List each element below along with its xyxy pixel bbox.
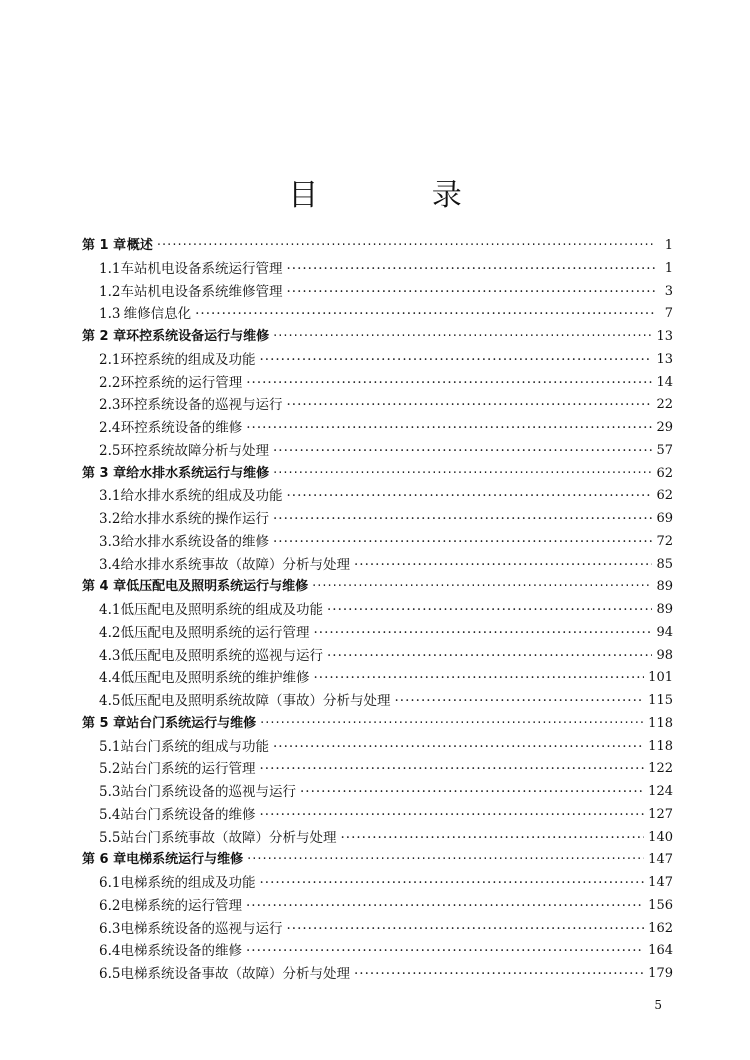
toc-entry-number: 4.2: [99, 624, 121, 641]
toc-section-entry[interactable]: [82, 758, 673, 781]
toc-entry-title: 环控系统的运行管理: [120, 374, 243, 391]
toc-entry-title: 概述: [126, 238, 153, 253]
toc-entry-number: 第 3 章: [82, 465, 127, 481]
dot-leader: [246, 372, 652, 395]
toc-entry-page: 118: [648, 738, 673, 754]
table-of-contents: [82, 235, 673, 986]
toc-entry-title: 维修信息化: [123, 306, 192, 323]
toc-entry-title: 给水排水系统事故（故障）分析与处理: [120, 556, 350, 573]
toc-chapter-entry[interactable]: [82, 849, 673, 872]
dot-leader: [313, 667, 644, 690]
toc-entry-page: 127: [648, 806, 673, 822]
toc-entry-title: 电梯系统运行与维修: [126, 852, 244, 868]
toc-entry-number: 第 2 章: [82, 329, 127, 344]
dot-leader: [259, 758, 644, 781]
toc-entry-page: 115: [648, 693, 673, 708]
toc-entry-title: 给水排水系统运行与维修: [126, 465, 270, 481]
toc-entry-title: 给水排水系统的操作运行: [120, 511, 269, 527]
dot-leader: [260, 713, 644, 736]
toc-entry-page: 122: [648, 761, 673, 777]
toc-entry-page: 101: [648, 670, 673, 686]
toc-entry-page: 89: [656, 602, 673, 617]
toc-entry-page: 3: [664, 283, 673, 299]
toc-entry-number: 6.4: [99, 943, 121, 960]
toc-entry-page: 98: [656, 647, 673, 663]
toc-entry-page: 14: [656, 374, 673, 390]
toc-chapter-entry[interactable]: [82, 326, 673, 349]
toc-entry-number: 1.3: [99, 306, 121, 323]
toc-section-entry[interactable]: [82, 781, 673, 804]
dot-leader: [259, 349, 652, 372]
dot-leader: [273, 440, 652, 463]
toc-entry-page: 140: [648, 829, 673, 845]
toc-entry-number: 第 4 章: [82, 579, 127, 595]
dot-leader: [286, 281, 655, 304]
toc-entry-title: 电梯系统设备事故（故障）分析与处理: [120, 966, 350, 982]
toc-entry-title: 车站机电设备系统维修管理: [120, 283, 283, 300]
toc-entry-title: 站台门系统运行与维修: [126, 715, 257, 731]
toc-entry-number: 5.5: [99, 829, 121, 846]
toc-entry-number: 6.5: [99, 966, 121, 982]
toc-entry-number: 6.3: [99, 920, 121, 937]
toc-section-entry[interactable]: [82, 918, 673, 941]
dot-leader: [157, 235, 655, 258]
dot-leader: [273, 736, 644, 759]
toc-entry-title: 电梯系统设备的维修: [120, 943, 242, 960]
toc-entry-number: 1.2: [99, 283, 121, 300]
toc-section-entry[interactable]: [82, 804, 673, 827]
toc-entry-page: 179: [648, 966, 673, 981]
toc-entry-number: 4.3: [99, 647, 121, 664]
dot-leader: [286, 258, 655, 281]
toc-entry-page: 13: [656, 329, 673, 344]
toc-entry-page: 7: [664, 306, 673, 322]
dot-leader: [354, 963, 644, 986]
toc-entry-title: 低压配电及照明系统的巡视与运行: [120, 647, 323, 664]
toc-entry-number: 3.4: [99, 556, 121, 573]
dot-leader: [300, 781, 644, 804]
toc-entry-page: 156: [648, 897, 673, 913]
dot-leader: [286, 918, 644, 941]
dot-leader: [259, 872, 644, 895]
toc-entry-title: 环控系统设备的巡视与运行: [120, 397, 283, 414]
toc-entry-title: 低压配电及照明系统的维护维修: [120, 670, 310, 687]
toc-section-entry[interactable]: [82, 645, 673, 668]
toc-entry-page: 1: [664, 238, 673, 253]
toc-section-entry[interactable]: [82, 508, 673, 531]
toc-entry-number: 4.5: [99, 693, 121, 709]
page-title: 目 录: [288, 178, 514, 213]
toc-entry-number: 5.2: [99, 761, 121, 778]
dot-leader: [340, 827, 644, 850]
toc-entry-number: 1.1: [99, 260, 121, 277]
toc-section-entry[interactable]: [82, 440, 673, 463]
toc-chapter-entry[interactable]: [82, 713, 673, 736]
toc-entry-title: 站台门系统的组成与功能: [120, 738, 269, 755]
toc-section-entry[interactable]: [82, 394, 673, 417]
toc-entry-number: 3.3: [99, 533, 121, 550]
dot-leader: [312, 576, 652, 599]
toc-section-entry[interactable]: [82, 349, 673, 372]
dot-leader: [273, 326, 652, 349]
dot-leader: [327, 645, 652, 668]
page-number: 5: [654, 998, 662, 1012]
toc-entry-title: 给水排水系统的组成及功能: [120, 488, 283, 505]
dot-leader: [246, 895, 644, 918]
toc-entry-page: 147: [648, 875, 673, 890]
toc-entry-title: 环控系统故障分析与处理: [120, 442, 269, 459]
toc-entry-title: 电梯系统的运行管理: [120, 897, 242, 914]
toc-entry-page: 164: [648, 943, 673, 959]
toc-section-entry[interactable]: [82, 372, 673, 395]
toc-entry-page: 85: [656, 556, 673, 572]
toc-entry-number: 2.3: [99, 397, 121, 414]
toc-entry-number: 2.2: [99, 374, 121, 391]
toc-entry-number: 第 6 章: [82, 852, 127, 868]
toc-section-entry[interactable]: [82, 622, 673, 645]
toc-section-entry[interactable]: [82, 303, 673, 326]
dot-leader: [354, 554, 652, 577]
toc-section-entry[interactable]: [82, 872, 673, 895]
toc-entry-title: 电梯系统设备的巡视与运行: [120, 920, 283, 937]
toc-entry-title: 站台门系统设备的维修: [120, 806, 256, 823]
toc-entry-number: 2.5: [99, 442, 121, 459]
toc-entry-page: 62: [656, 465, 673, 481]
toc-section-entry[interactable]: [82, 736, 673, 759]
toc-entry-title: 站台门系统设备的巡视与运行: [120, 784, 296, 800]
dot-leader: [286, 394, 652, 417]
toc-entry-number: 第 5 章: [82, 715, 127, 731]
dot-leader: [273, 531, 652, 554]
toc-section-entry[interactable]: [82, 554, 673, 577]
toc-entry-title: 站台门系统的运行管理: [120, 761, 256, 778]
toc-entry-number: 5.4: [99, 806, 121, 823]
dot-leader: [195, 303, 655, 326]
toc-section-entry[interactable]: [82, 667, 673, 690]
dot-leader: [394, 690, 644, 713]
toc-entry-page: 22: [656, 397, 673, 413]
toc-entry-number: 6.1: [99, 875, 121, 891]
toc-entry-number: 第 1 章: [82, 238, 127, 253]
toc-section-entry[interactable]: [82, 258, 673, 281]
toc-entry-title: 站台门系统事故（故障）分析与处理: [120, 829, 337, 846]
toc-entry-title: 环控系统设备运行与维修: [126, 329, 270, 344]
toc-entry-page: 62: [656, 488, 673, 504]
toc-entry-number: 5.3: [99, 784, 121, 800]
toc-entry-page: 89: [656, 579, 673, 595]
dot-leader: [247, 849, 644, 872]
toc-entry-title: 低压配电及照明系统的运行管理: [120, 624, 310, 641]
toc-entry-number: 4.1: [99, 602, 121, 618]
dot-leader: [286, 485, 652, 508]
toc-entry-page: 57: [656, 442, 673, 458]
toc-chapter-entry[interactable]: [82, 463, 673, 486]
toc-entry-page: 118: [648, 715, 673, 731]
toc-entry-page: 72: [656, 533, 673, 549]
toc-section-entry[interactable]: [82, 940, 673, 963]
toc-entry-page: 29: [656, 420, 673, 435]
toc-entry-page: 94: [656, 624, 673, 640]
toc-entry-title: 低压配电及照明系统故障（事故）分析与处理: [120, 693, 391, 709]
toc-section-entry[interactable]: [82, 485, 673, 508]
dot-leader: [246, 417, 652, 440]
toc-entry-number: 2.4: [99, 420, 121, 436]
toc-entry-number: 6.2: [99, 897, 121, 914]
toc-entry-title: 低压配电及照明系统运行与维修: [126, 579, 309, 595]
toc-section-entry[interactable]: [82, 417, 673, 440]
toc-entry-page: 1: [664, 260, 673, 276]
dot-leader: [246, 940, 644, 963]
toc-entry-title: 环控系统设备的维修: [120, 420, 243, 436]
dot-leader: [313, 622, 652, 645]
toc-entry-title: 电梯系统的组成及功能: [120, 875, 256, 891]
toc-entry-page: 13: [656, 351, 673, 367]
toc-entry-title: 给水排水系统设备的维修: [120, 533, 269, 550]
toc-entry-title: 低压配电及照明系统的组成及功能: [120, 602, 323, 618]
toc-section-entry[interactable]: [82, 827, 673, 850]
dot-leader: [273, 508, 652, 531]
toc-entry-number: 4.4: [99, 670, 121, 687]
dot-leader: [327, 599, 652, 622]
toc-entry-title: 车站机电设备系统运行管理: [120, 260, 283, 277]
toc-section-entry[interactable]: [82, 531, 673, 554]
dot-leader: [259, 804, 644, 827]
toc-section-entry[interactable]: [82, 281, 673, 304]
toc-section-entry[interactable]: [82, 690, 673, 713]
dot-leader: [273, 463, 652, 486]
toc-entry-title: 环控系统的组成及功能: [120, 351, 256, 368]
toc-entry-number: 2.1: [99, 351, 121, 368]
toc-chapter-entry[interactable]: [82, 576, 673, 599]
toc-entry-page: 162: [648, 920, 673, 936]
toc-entry-page: 147: [648, 852, 673, 868]
toc-entry-number: 3.1: [99, 488, 121, 505]
toc-section-entry[interactable]: [82, 599, 673, 622]
toc-entry-page: 69: [656, 511, 673, 526]
toc-entry-number: 5.1: [99, 738, 121, 755]
toc-entry-number: 3.2: [99, 511, 121, 527]
toc-section-entry[interactable]: [82, 895, 673, 918]
toc-chapter-entry[interactable]: [82, 235, 673, 258]
toc-entry-page: 124: [648, 784, 673, 799]
toc-section-entry[interactable]: [82, 963, 673, 986]
